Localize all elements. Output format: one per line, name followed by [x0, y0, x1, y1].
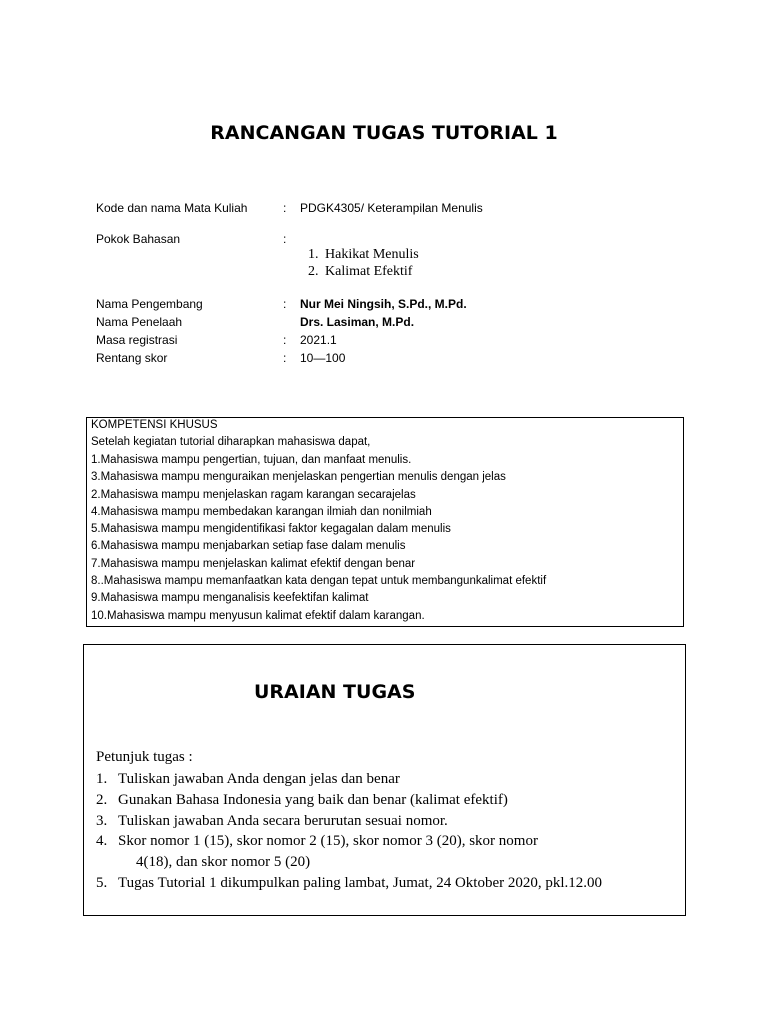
- task-item: [96, 813, 448, 830]
- task-item-number: 3.: [96, 813, 108, 829]
- kompetensi-item: 10.Mahasiswa mampu menyusun kalimat efektif dalam karangan.: [91, 610, 425, 622]
- task-item: [96, 875, 602, 892]
- topic-colon: :: [283, 232, 287, 246]
- task-item-number: 5.: [96, 875, 108, 891]
- reviewer-value: Drs. Lasiman, M.Pd.: [300, 315, 415, 329]
- task-item: [96, 833, 538, 850]
- info-row-reviewer: [96, 315, 696, 333]
- uraian-tugas-box: [83, 644, 686, 916]
- reviewer-label: Nama Penelaah: [96, 315, 183, 329]
- info-row-registration: [96, 333, 696, 351]
- info-row-course: [96, 201, 696, 219]
- petunjuk-heading: Petunjuk tugas :: [96, 749, 193, 765]
- task-item: [96, 792, 508, 809]
- task-item-text: Tuliskan jawaban Anda dengan jelas dan benar: [118, 771, 400, 787]
- task-item-text: Tuliskan jawaban Anda secara berurutan sesuai nomor.: [118, 813, 448, 829]
- course-colon: :: [283, 201, 287, 215]
- developer-label: Nama Pengembang: [96, 297, 203, 311]
- kompetensi-item: 2.Mahasiswa mampu menjelaskan ragam karangan secarajelas: [91, 489, 416, 501]
- kompetensi-heading: KOMPETENSI KHUSUS: [91, 419, 218, 431]
- kompetensi-item: 6.Mahasiswa mampu menjabarkan setiap fase dalam menulis: [91, 540, 406, 552]
- topic-item-text: Kalimat Efektif: [325, 264, 413, 279]
- task-item-text: Skor nomor 1 (15), skor nomor 2 (15), skor nomor 3 (20), skor nomor: [118, 833, 538, 849]
- kompetensi-item: 9.Mahasiswa mampu menganalisis keefektifan kalimat: [91, 592, 369, 604]
- task-item-number: 1.: [96, 771, 108, 787]
- topic-item: [308, 264, 412, 280]
- task-item-number: 2.: [96, 792, 108, 808]
- task-item-text: Tugas Tutorial 1 dikumpulkan paling lambat, Jumat, 24 Oktober 2020, pkl.12.00: [118, 875, 603, 891]
- task-item-continuation: 4(18), dan skor nomor 5 (20): [136, 854, 311, 870]
- topic-item-number: 2.: [308, 264, 319, 279]
- score-range-value: 10—100: [300, 351, 346, 365]
- info-row-developer: [96, 297, 696, 315]
- developer-colon: :: [283, 297, 287, 311]
- info-row-score-range: [96, 351, 696, 369]
- score-range-label: Rentang skor: [96, 351, 168, 365]
- kompetensi-box: [86, 417, 684, 627]
- kompetensi-item: 7.Mahasiswa mampu menjelaskan kalimat efektif dengan benar: [91, 558, 416, 570]
- task-item-text: Gunakan Bahasa Indonesia yang baik dan benar (kalimat efektif): [118, 792, 508, 808]
- developer-value: Nur Mei Ningsih, S.Pd., M.Pd.: [300, 297, 467, 311]
- kompetensi-item: 3.Mahasiswa mampu menguraikan menjelaskan pengertian menulis dengan jelas: [91, 471, 506, 483]
- topic-item: [308, 247, 419, 263]
- kompetensi-item: 8..Mahasiswa mampu memanfaatkan kata dengan tepat untuk membangunkalimat efektif: [91, 575, 547, 587]
- topic-item-text: Hakikat Menulis: [325, 247, 419, 262]
- kompetensi-item: 1.Mahasiswa mampu pengertian, tujuan, dan manfaat menulis.: [91, 454, 412, 466]
- kompetensi-intro: Setelah kegiatan tutorial diharapkan mahasiswa dapat,: [91, 436, 371, 448]
- score-range-colon: :: [283, 351, 287, 365]
- registration-value: 2021.1: [300, 333, 337, 347]
- registration-label: Masa registrasi: [96, 333, 178, 347]
- course-label: Kode dan nama Mata Kuliah: [96, 201, 248, 215]
- task-item: [96, 771, 400, 788]
- topic-item-number: 1.: [308, 247, 319, 262]
- course-value: PDGK4305/ Keterampilan Menulis: [300, 201, 483, 215]
- topic-label: Pokok Bahasan: [96, 232, 181, 246]
- document-title: RANCANGAN TUGAS TUTORIAL 1: [210, 122, 558, 144]
- kompetensi-item: 5.Mahasiswa mampu mengidentifikasi faktor kegagalan dalam menulis: [91, 523, 451, 535]
- uraian-heading: URAIAN TUGAS: [254, 681, 416, 703]
- registration-colon: :: [283, 333, 287, 347]
- task-item-number: 4.: [96, 833, 108, 849]
- kompetensi-item: 4.Mahasiswa mampu membedakan karangan ilmiah dan nonilmiah: [91, 506, 432, 518]
